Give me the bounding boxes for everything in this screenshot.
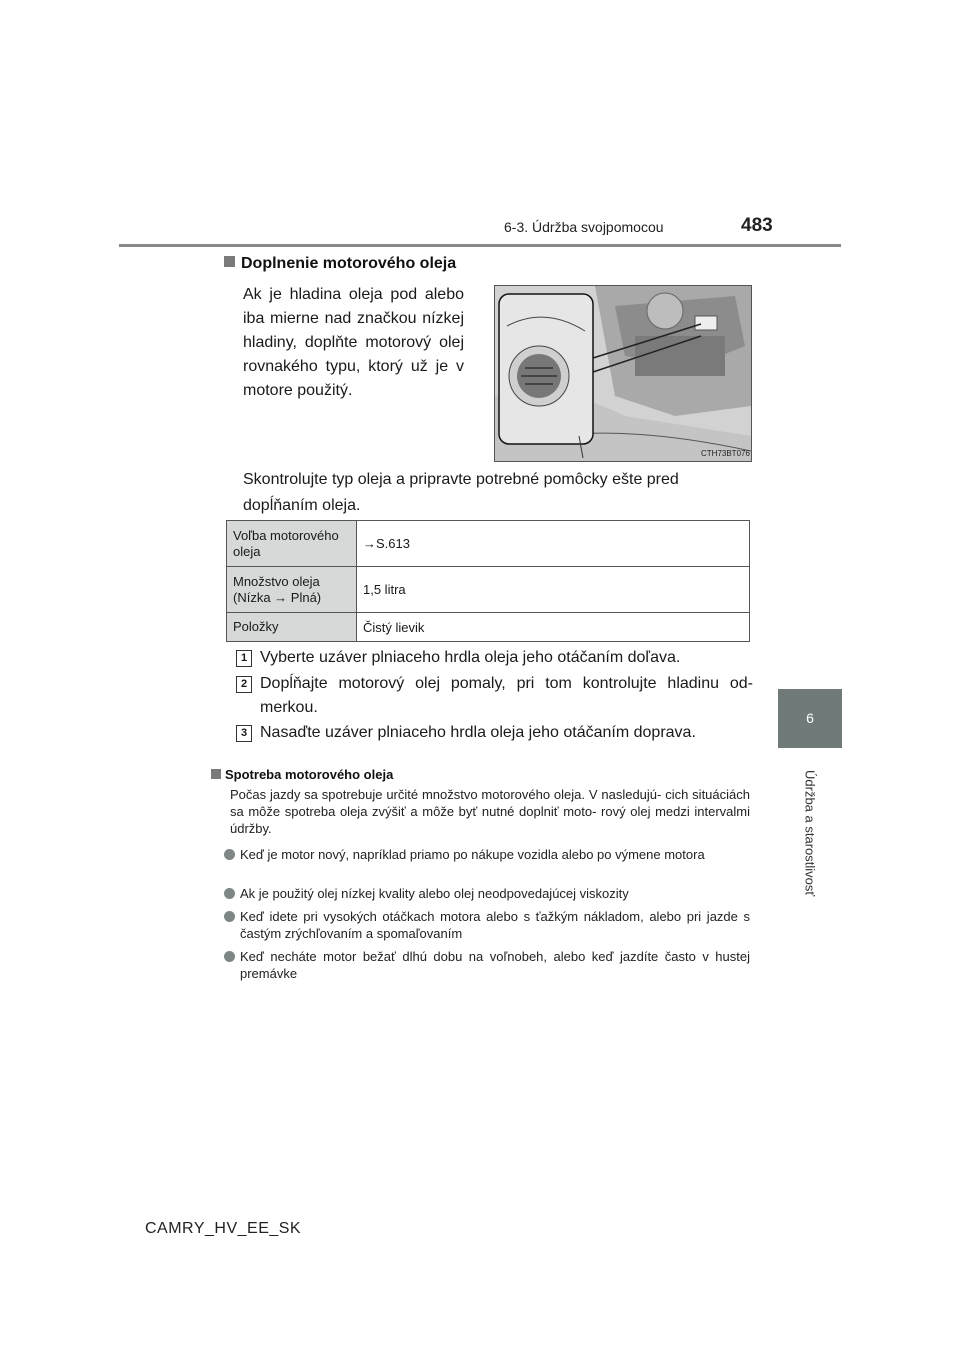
step-item	[240, 646, 753, 670]
table-row	[227, 521, 750, 567]
engine-photo-icon	[495, 286, 751, 461]
circle-bullet-icon	[224, 849, 235, 860]
table-label: Množstvo oleja (Nízka → Plná)	[227, 567, 357, 613]
section-heading	[224, 255, 456, 273]
table-label: Voľba motorového oleja	[227, 521, 357, 567]
step-number-badge: 2	[236, 676, 252, 693]
circle-bullet-icon	[224, 911, 235, 922]
square-bullet-icon	[224, 256, 235, 267]
engine-oil-cap-illustration	[494, 285, 752, 462]
circle-bullet-icon	[224, 888, 235, 899]
square-bullet-icon	[211, 769, 221, 779]
check-paragraph: Skontrolujte typ oleja a pripravte potrebné pomôcky ešte pred dopĺňaním oleja.	[243, 471, 679, 514]
note-paragraph: Počas jazdy sa spotrebuje určité množstvo motorového oleja. V nasledujú- cich situáciách sa môže spotreba oleja zvýšiť a môže byť nutné doplniť moto- rový olej medzi intervalmi údržby.	[230, 787, 750, 836]
bullet-item	[224, 948, 750, 982]
step-item	[240, 672, 753, 720]
table-row	[227, 567, 750, 613]
header-section-title: 6-3. Údržba svojpomocou	[504, 219, 664, 235]
step-text: Nasaďte uzáver plniaceho hrdla oleja jeho otáčaním doprava.	[260, 724, 696, 741]
model-code-footer: CAMRY_HV_EE_SK	[145, 1220, 302, 1237]
step-text: Vyberte uzáver plniaceho hrdla oleja jeho otáčaním doľava.	[260, 649, 681, 666]
chapter-tab	[778, 689, 842, 748]
step-number-badge: 3	[236, 725, 252, 742]
step-text: Dopĺňajte motorový olej pomaly, pri tom kontrolujte hladinu od- merkou.	[260, 675, 753, 716]
bullet-item	[224, 846, 750, 863]
image-code: CTH73BT076	[701, 449, 750, 458]
table-label: Položky	[227, 613, 357, 642]
bullet-text: Ak je použitý olej nízkej kvality alebo olej neodpovedajúcej viskozity	[240, 886, 629, 901]
note-title: Spotreba motorového oleja	[225, 767, 394, 782]
bullet-text: Keď necháte motor bežať dlhú dobu na voľnobeh, alebo keď jazdíte často v hustej premávke	[240, 949, 750, 981]
section-title: Doplnenie motorového oleja	[241, 255, 457, 272]
chapter-title: Údržba a starostlivosť	[802, 770, 818, 897]
bullet-item	[224, 885, 750, 902]
step-item	[240, 721, 753, 745]
table-row	[227, 613, 750, 642]
intro-paragraph: Ak je hladina oleja pod alebo iba mierne nad značkou nízkej hladiny, doplňte motorový olej rovnakého typu, ktorý už je v motore použitý.	[243, 286, 464, 399]
chapter-number: 6	[806, 710, 814, 726]
oil-spec-table	[226, 520, 750, 642]
note-heading	[211, 767, 393, 782]
table-value: 1,5 litra	[357, 567, 750, 613]
header-divider	[119, 244, 841, 247]
table-value: →S.613	[357, 521, 750, 567]
bullet-text: Keď idete pri vysokých otáčkach motora alebo s ťažkým nákladom, alebo pri jazde s častým zrýchľovaním a spomaľovaním	[240, 909, 750, 941]
chapter-title-vertical	[780, 770, 840, 920]
step-number-badge: 1	[236, 650, 252, 667]
page-number: 483	[741, 215, 773, 236]
bullet-text: Keď je motor nový, napríklad priamo po nákupe vozidla alebo po výmene motora	[240, 847, 705, 862]
bullet-item	[224, 908, 750, 942]
circle-bullet-icon	[224, 951, 235, 962]
table-value: Čistý lievik	[357, 613, 750, 642]
